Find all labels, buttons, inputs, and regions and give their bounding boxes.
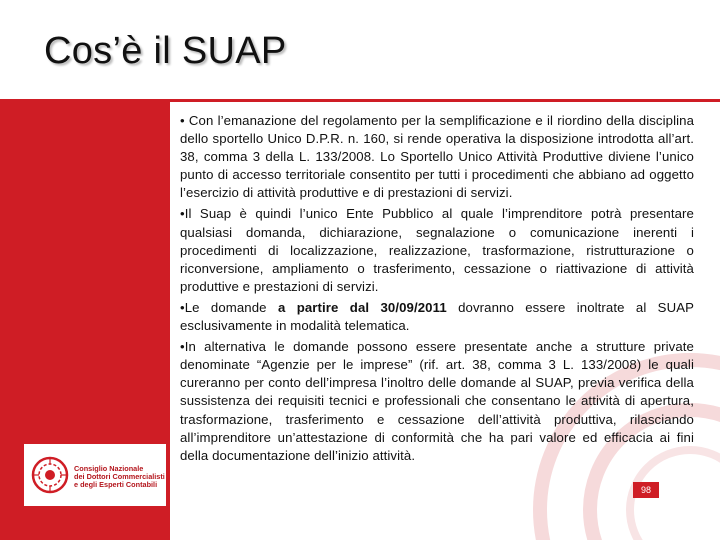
cndcec-logo-icon	[30, 455, 70, 495]
logo-line-3: e degli Esperti Contabili	[74, 480, 158, 489]
paragraph-3	[180, 299, 694, 335]
paragraph-1: • Con l’emanazione del regolamento per la semplificazione e il riordino della disciplina dello sportello Unico D.P.R. n. 160, si rende operativa la disposizione introdotta all’art. 38, comma 3 della L. 133/2008. Lo Sportello Unico Attività Produttive diviene l’unico punto di accesso territoriale consentito per tutti i procedimenti che abbiano ad oggetto l’esercizio di attività produttive e di prestazioni di servizi.	[180, 113, 694, 201]
slide-body	[180, 112, 694, 468]
logo-line-2: dei Dottori Commercialisti	[74, 472, 165, 481]
slide-title: Cos’è il SUAP	[44, 30, 287, 72]
page-number: 98	[633, 482, 659, 498]
paragraph-4: •In alternativa le domande possono essere presentate anche a strutture private denominate “Agenzie per le imprese” (rif. art. 38, comma 3 L. 133/2008) le quali cureranno per conto dell’impresa l’inoltro delle domande al SUAP, previa verifica della sussistenza dei requisiti tecnici e professionali che consentano le attività di apertura, trasformazione, trasferimento e cessazione dell’attività produttiva, rilasciando all’imprenditore un’attestazione di conformità che ha pari valore ed efficacia ai fini della documentazione dell’inizio attività.	[180, 339, 694, 463]
paragraph-2: •Il Suap è quindi l’unico Ente Pubblico al quale l’imprenditore potrà presentare qualsiasi domanda, dichiarazione, segnalazione o comunicazione inerenti i procedimenti di localizzazione, realizzazione, trasformazione, ristrutturazione o riconversione, ampliamento o trasferimento, cessazione o riattivazione di attività produttive e prestazioni di servizi.	[180, 206, 694, 294]
paragraph-3-start: •Le domande	[180, 299, 278, 315]
date-highlight: a partire dal 30/09/2011	[277, 299, 447, 315]
paragraph-3-end: dovranno essere inoltrate al SUAP esclusivamente in modalità telematica.	[180, 299, 694, 334]
logo-line-1: Consiglio Nazionale	[74, 464, 144, 473]
logo-text	[74, 465, 165, 489]
